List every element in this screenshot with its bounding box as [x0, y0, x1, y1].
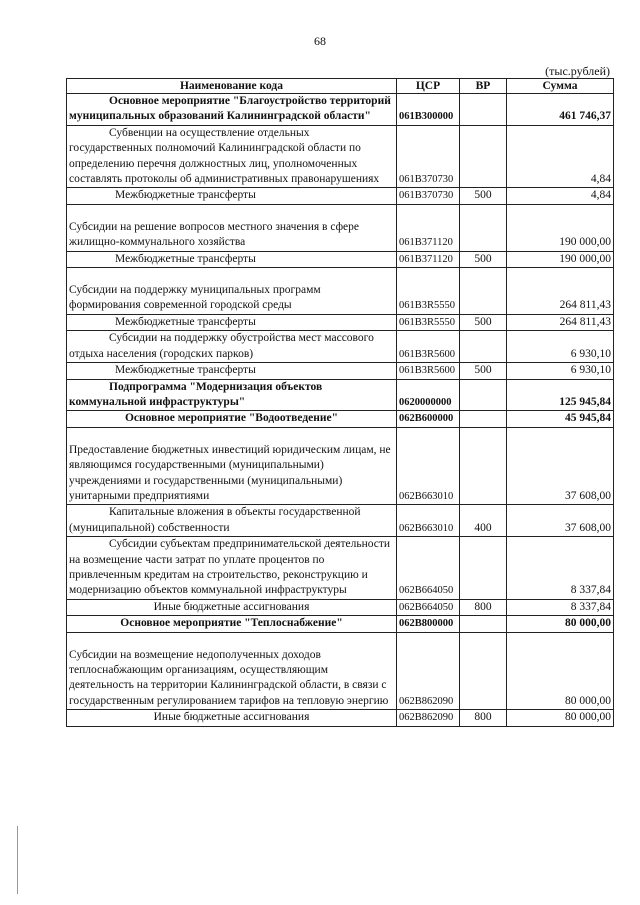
row-sum: 80 000,00 — [507, 710, 614, 726]
header-vr: ВР — [460, 79, 507, 94]
row-sum: 4,84 — [507, 125, 614, 188]
row-sum: 37 608,00 — [507, 427, 614, 505]
table-row — [67, 427, 614, 505]
row-vr — [460, 411, 507, 427]
row-csr: 062B600000 — [397, 411, 460, 427]
table-header-row — [67, 79, 614, 94]
row-csr: 0620000000 — [397, 379, 460, 411]
row-vr — [460, 616, 507, 632]
row-vr — [460, 331, 507, 363]
row-csr: 061B3R5600 — [397, 363, 460, 379]
row-sum: 125 945,84 — [507, 379, 614, 411]
row-csr: 062B664050 — [397, 537, 460, 600]
row-sum: 264 811,43 — [507, 314, 614, 330]
row-name: Межбюджетные трансферты — [67, 251, 397, 267]
table-row — [67, 204, 614, 251]
row-csr: 062B664050 — [397, 599, 460, 615]
row-sum: 8 337,84 — [507, 537, 614, 600]
row-name: Межбюджетные трансферты — [67, 188, 397, 204]
row-csr: 061B371120 — [397, 204, 460, 251]
row-name: Основное мероприятие "Водоотведение" — [67, 411, 397, 427]
table-row — [67, 505, 614, 537]
row-sum: 190 000,00 — [507, 251, 614, 267]
row-csr: 061B370730 — [397, 125, 460, 188]
row-vr: 800 — [460, 710, 507, 726]
table-row — [67, 268, 614, 315]
row-name: Капитальные вложения в объекты государственной (муниципальной) собственности — [67, 505, 397, 537]
row-name: Субсидии на поддержку обустройства мест массового отдыха населения (городских парков) — [67, 331, 397, 363]
row-name: Субвенции на осуществление отдельных государственных полномочий Калининградской области по определению перечня должностных лиц, уполномоченных составлять протоколы об административных правонарушениях — [67, 125, 397, 188]
row-vr: 500 — [460, 188, 507, 204]
table-row — [67, 616, 614, 632]
row-name: Иные бюджетные ассигнования — [67, 710, 397, 726]
table-row — [67, 537, 614, 600]
row-vr — [460, 632, 507, 710]
row-sum: 80 000,00 — [507, 616, 614, 632]
header-csr: ЦСР — [397, 79, 460, 94]
row-csr: 061B3R5600 — [397, 331, 460, 363]
row-name: Иные бюджетные ассигнования — [67, 599, 397, 615]
row-name: Основное мероприятие "Теплоснабжение" — [67, 616, 397, 632]
header-name: Наименование кода — [67, 79, 397, 94]
table-row — [67, 710, 614, 726]
table-row — [67, 188, 614, 204]
row-name: Межбюджетные трансферты — [67, 363, 397, 379]
row-sum: 80 000,00 — [507, 632, 614, 710]
row-vr — [460, 268, 507, 315]
row-name: Межбюджетные трансферты — [67, 314, 397, 330]
row-sum: 6 930,10 — [507, 331, 614, 363]
row-sum: 4,84 — [507, 188, 614, 204]
table-row — [67, 94, 614, 126]
row-csr: 062B663010 — [397, 505, 460, 537]
row-csr: 061B3R5550 — [397, 314, 460, 330]
table-row — [67, 599, 614, 615]
row-vr — [460, 94, 507, 126]
row-name: Основное мероприятие "Благоустройство территорий муниципальных образований Калининградской области" — [67, 94, 397, 126]
row-name: Субсидии субъектам предпринимательской деятельности на возмещение части затрат по уплате процентов по привлеченным кредитам на строительство, реконструкцию и модернизацию объектов коммунальной инфраструктуры — [67, 537, 397, 600]
row-sum: 8 337,84 — [507, 599, 614, 615]
row-name: Субсидии на возмещение недополученных доходов теплоснабжающим организациям, осуществляющим деятельность на территории Калининградской области, в связи с государственным регулированием тарифов на тепловую энергию — [67, 632, 397, 710]
row-sum: 461 746,37 — [507, 94, 614, 126]
row-vr: 500 — [460, 314, 507, 330]
table-row — [67, 251, 614, 267]
table-row — [67, 125, 614, 188]
row-csr: 062B862090 — [397, 710, 460, 726]
header-sum: Сумма — [507, 79, 614, 94]
margin-line — [17, 826, 18, 894]
row-vr — [460, 427, 507, 505]
row-vr — [460, 125, 507, 188]
row-sum: 45 945,84 — [507, 411, 614, 427]
row-sum: 6 930,10 — [507, 363, 614, 379]
row-vr — [460, 537, 507, 600]
row-vr — [460, 379, 507, 411]
row-name: Предоставление бюджетных инвестиций юридическим лицам, не являющимся государственными (муниципальными) учреждениями и государственными (муниципальными) унитарными предприятиями — [67, 427, 397, 505]
row-csr: 062B663010 — [397, 427, 460, 505]
row-csr: 061B370730 — [397, 188, 460, 204]
units-label: (тыс.рублей) — [545, 64, 610, 78]
row-csr: 062B862090 — [397, 632, 460, 710]
page-number: 68 — [314, 34, 326, 48]
row-sum: 264 811,43 — [507, 268, 614, 315]
table-row — [67, 331, 614, 363]
row-csr: 062B800000 — [397, 616, 460, 632]
row-vr — [460, 204, 507, 251]
row-vr: 800 — [460, 599, 507, 615]
row-name: Субсидии на поддержку муниципальных программ формирования современной городской среды — [67, 268, 397, 315]
row-csr: 061B3R5550 — [397, 268, 460, 315]
row-sum: 37 608,00 — [507, 505, 614, 537]
table-row — [67, 411, 614, 427]
row-vr: 400 — [460, 505, 507, 537]
row-name: Субсидии на решение вопросов местного значения в сфере жилищно-коммунального хозяйства — [67, 204, 397, 251]
row-csr: 061B371120 — [397, 251, 460, 267]
table-row — [67, 632, 614, 710]
row-name: Подпрограмма "Модернизация объектов коммунальной инфраструктуры" — [67, 379, 397, 411]
row-sum: 190 000,00 — [507, 204, 614, 251]
row-vr: 500 — [460, 363, 507, 379]
table-row — [67, 363, 614, 379]
table-row — [67, 314, 614, 330]
budget-table — [66, 78, 614, 727]
table-row — [67, 379, 614, 411]
row-csr: 061B300000 — [397, 94, 460, 126]
row-vr: 500 — [460, 251, 507, 267]
